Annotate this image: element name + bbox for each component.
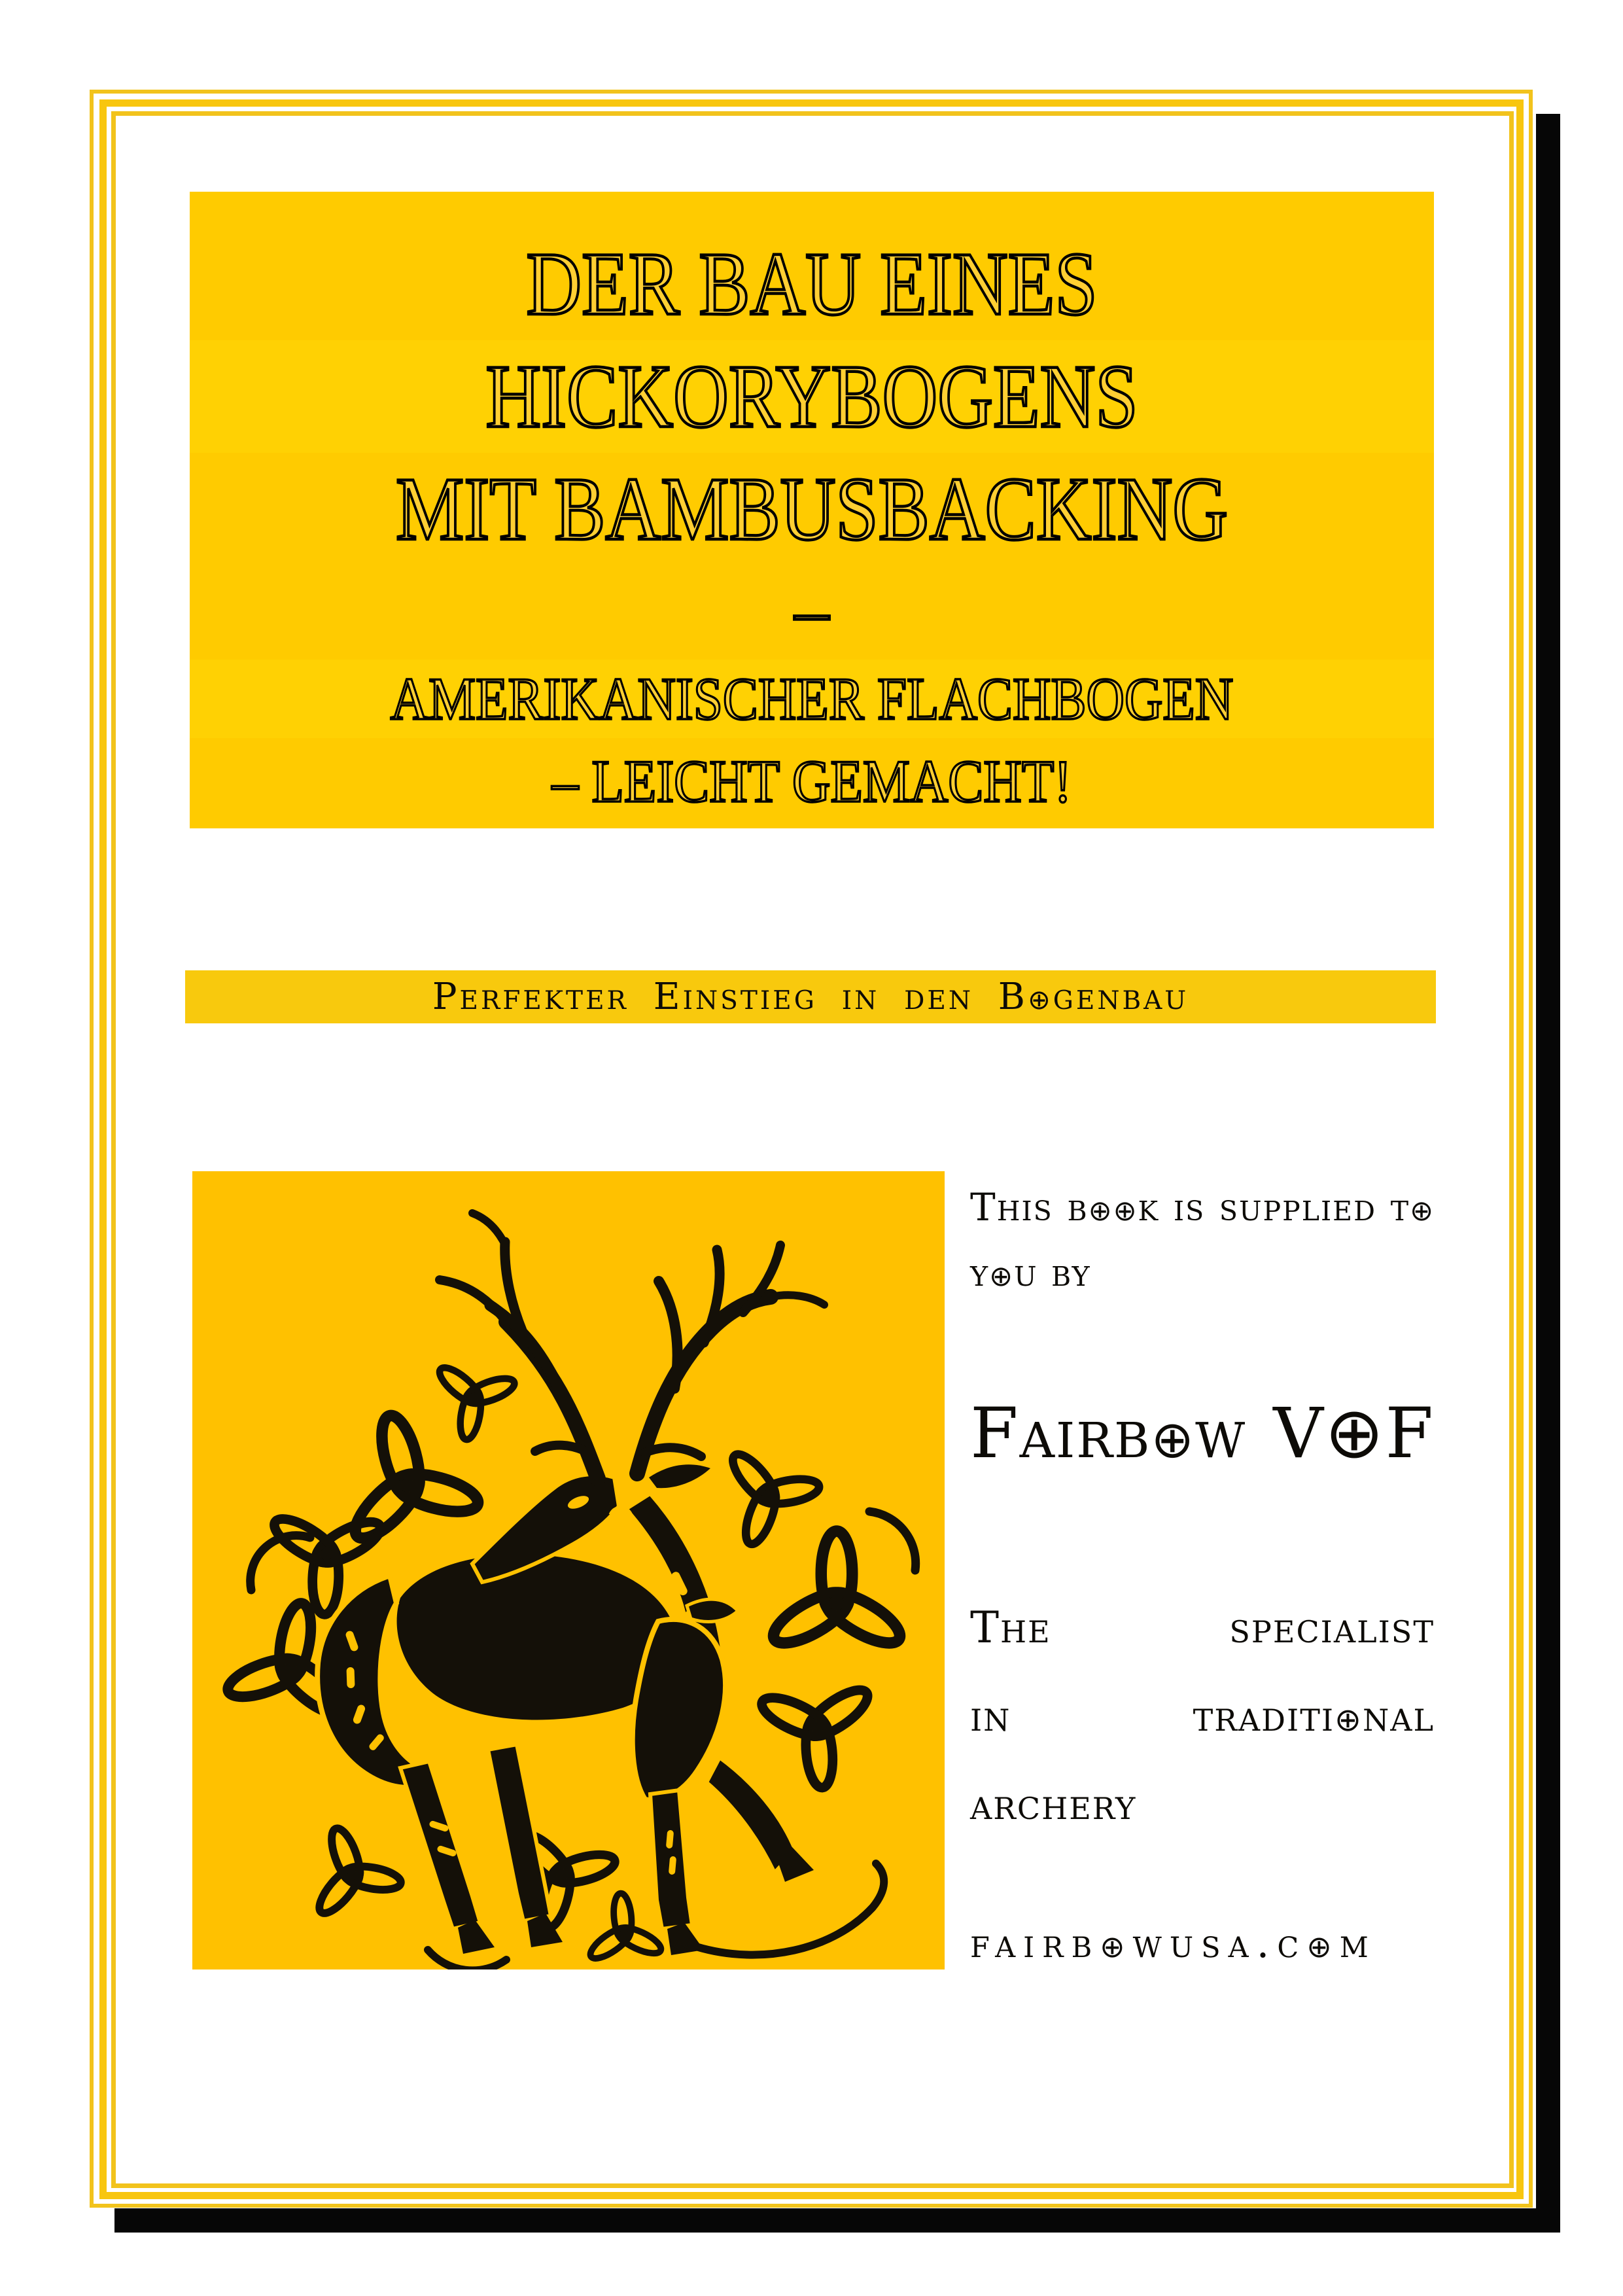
brand-word-1: Fairb⊕w: [970, 1393, 1247, 1474]
celtic-stag-illustration: [192, 1171, 945, 1969]
banner-text: Perfekter Einstieg in den B⊕genbau: [432, 976, 1189, 1018]
title-line-2: HICKORYBOGENS: [485, 346, 1138, 446]
title-block: [190, 192, 1434, 828]
website-url: fairb⊕wusa.c⊕m: [970, 1919, 1376, 1967]
stag-front-leg-2: [488, 1744, 551, 1921]
stag-tail: [687, 1599, 738, 1621]
supplier-column: [970, 1174, 1435, 1967]
stag-antlers: [440, 1213, 824, 1479]
tagline-line-2: in traditi⊕nal: [970, 1691, 1435, 1741]
brand-tagline: [970, 1583, 1435, 1848]
title-line-3: MIT BAMBUSBACKING: [395, 459, 1229, 559]
page-drop-shadow-right: [1536, 114, 1560, 2233]
stag-front-leg-1: [400, 1761, 480, 1929]
tagline-line-1: The specialist: [970, 1602, 1435, 1653]
stag-ear: [649, 1464, 710, 1488]
brand-name: [970, 1392, 1435, 1474]
title-line-1: DER BAU EINES: [526, 234, 1098, 334]
tagline-line-3: archery: [970, 1779, 1137, 1829]
supplier-note-line-2: y⊕u by: [970, 1250, 1091, 1295]
title-dash: –: [795, 573, 829, 648]
supplier-note-line-1: This b⊕⊕k is supplied t⊕: [970, 1185, 1435, 1229]
brand-word-2: V⊕F: [1273, 1392, 1435, 1474]
banner-band: [185, 970, 1436, 1023]
subtitle-line-1: AMERIKANISCHER FLACHBOGEN: [390, 665, 1234, 732]
illustration-box: [192, 1171, 945, 1969]
subtitle-line-2: – LEICHT GEMACHT!: [551, 748, 1072, 815]
page-drop-shadow-bottom: [114, 2208, 1560, 2233]
